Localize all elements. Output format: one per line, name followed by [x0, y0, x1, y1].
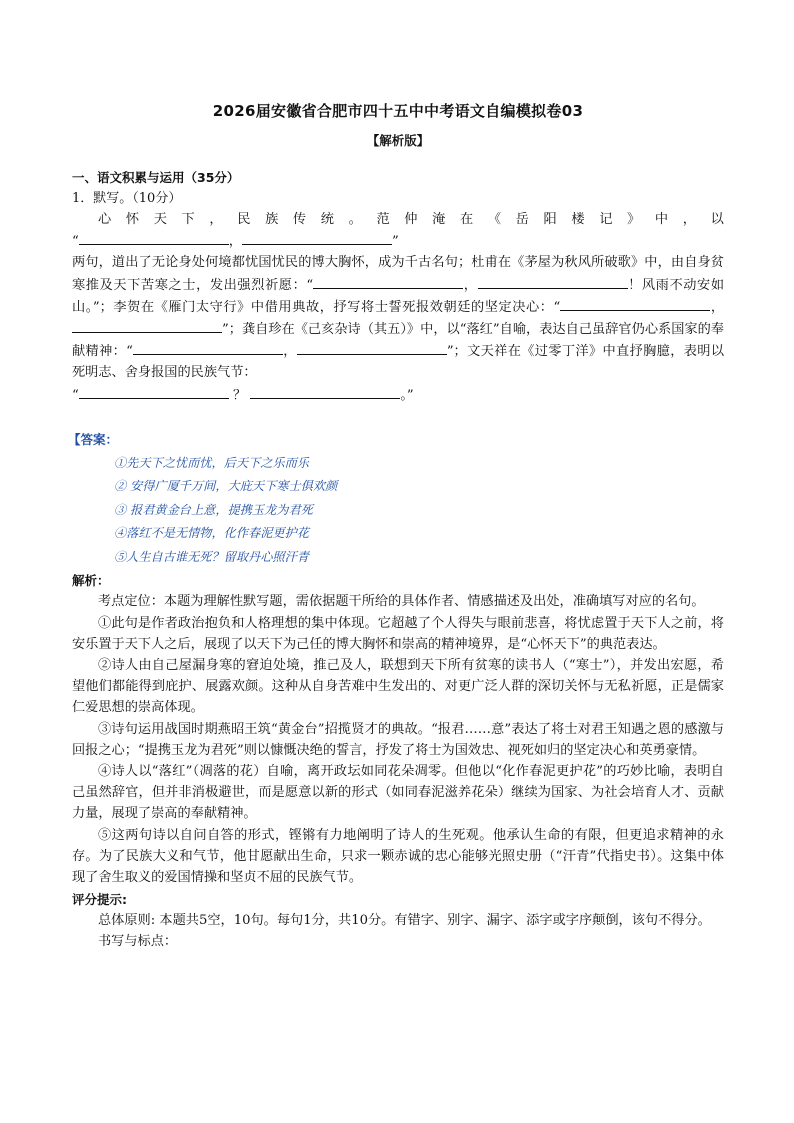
answer-blank[interactable]	[560, 296, 710, 311]
document-page	[68, 100, 725, 953]
question-first-line	[72, 209, 724, 230]
comma: ，	[228, 234, 242, 250]
question-first-line-char: 族	[265, 212, 279, 227]
answer-list	[72, 452, 724, 570]
answer-blank[interactable]	[250, 384, 400, 399]
analysis-paragraph: ③诗句运用战国时期燕昭王筑“黄金台”招揽贤才的典故。“报君……意”表达了将士对君王知遇之恩的感激与回报之心；“提携玉龙为君死”则以慷慨决绝的誓言，抒发了将士为国效忠、视死如归的坚定决心和英勇豪情。	[72, 721, 724, 758]
analysis-paragraph: ⑤这两句诗以自问自答的形式，铿锵有力地阐明了诗人的生死观。他承认生命的有限，但更追求精神的永存。为了民族大义和气节，他甘愿献出生命，只求一颗赤诚的忠心能够光照史册（“汗青”代指史书）。这集中体现了舍生取义的爱国情操和坚贞不屈的民族气节。	[72, 827, 724, 885]
question-line-2	[72, 230, 724, 252]
question-first-line-char: 。	[348, 212, 362, 227]
analysis-paragraph: ①此句是作者政治抱负和人格理想的集中体现。它超越了个人得失与眼前悲喜，将忧虑置于天下人之前，将安乐置于天下人之后，展现了以天下为己任的博大胸怀和崇高的精神境界，是“心怀天下”的典范表达。	[72, 615, 724, 652]
answer-item: ② 安得广厦千万间，大庇天下寒士俱欢颜	[114, 479, 338, 494]
question-first-line-char: 》	[627, 212, 641, 227]
question-text: 两句，道出了无论身处何境都忧国忧民的博大胸怀，成为千古名句；杜甫在《茅屋为秋风所破歌》中，由自身贫寒推及天下苦寒之士，发出强烈祈愿：“	[72, 255, 724, 293]
question-first-line-char: 《	[487, 212, 501, 227]
answer-item: ①先天下之忧而忧，后天下之乐而乐	[114, 455, 309, 470]
close-quote: ”	[391, 234, 399, 250]
question-first-line-char: ，	[682, 212, 696, 227]
question-first-line-char: 淹	[432, 212, 446, 227]
question-text: ！风雨不动安如山。”；李贺在《雁门太守行》中借用典故，抒写将士誓死报效朝廷的坚定决心：“	[72, 277, 725, 315]
answer-blank[interactable]	[242, 230, 392, 245]
scoring-hint-label: 评分提示:	[72, 892, 127, 908]
question-first-line-char: 天	[153, 212, 167, 227]
answer-blank[interactable]	[79, 384, 229, 399]
question-first-line-char: ，	[209, 212, 223, 227]
scoring-hint-paragraph: 书写与标点：	[98, 934, 178, 950]
question-title: 1．默写。（10分）	[72, 191, 182, 206]
question-mark: ？	[232, 387, 247, 403]
question-paragraph	[72, 252, 724, 383]
question-body	[72, 209, 724, 406]
document-title: 2026届安徽省合肥市四十五中中考语文自编模拟卷03	[212, 102, 584, 120]
comma: ，	[463, 277, 478, 293]
answer-item: ③ 报君黄金台上意，提携玉龙为君死	[114, 502, 313, 517]
question-first-line-char: 怀	[125, 212, 140, 227]
question-text: ”；龚自珍在《己亥杂诗（其五）》中，以“落红”自喻，表达自己虽辞官仍心系国家的奉献精神：“	[72, 322, 724, 360]
answer-label: 【答案：	[68, 431, 119, 447]
question-first-line-char: 在	[459, 212, 474, 227]
analysis-label: 解析：	[72, 573, 110, 589]
answer-blank[interactable]	[297, 340, 447, 355]
analysis-paragraph: 考点定位：本题为理解性默写题，需依据题干所给的具体作者、情感描述及出处，准确填写对应的名句。	[98, 594, 705, 610]
question-first-line-char: 楼	[571, 212, 585, 227]
question-first-line-char: 下	[181, 212, 195, 227]
question-first-line-char: 阳	[543, 212, 557, 227]
question-line-last	[72, 384, 724, 406]
question-first-line-char: 传	[292, 212, 307, 227]
analysis-paragraph: ②诗人由自己屋漏身寒的窘迫处境，推己及人，联想到天下所有贫寒的读书人（“寒士”），并发出宏愿，希望他们都能得到庇护、展露欢颜。这种从自身苦难中生发出的、对更广泛人群的深切关怀与无私祈愿，正是儒家仁爱思想的崇高体现。	[72, 657, 724, 716]
question-text: ”；文天祥在《过零丁洋》中直抒胸臆，表明以死明志、舍身报国的民族气节：	[72, 344, 725, 381]
question-first-line-char: 中	[654, 212, 669, 227]
question-first-line-char: 以	[710, 212, 724, 227]
question-first-line-char: 仲	[404, 212, 418, 227]
question-first-line-char: 民	[237, 212, 251, 227]
analysis-paragraph: ④诗人以“落红”（凋落的花）自喻，离开政坛如同花朵凋零。但他以“化作春泥更护花”的巧妙比喻，表明自己虽然辞官，但并非消极避世，而是愿意以新的形式（如同春泥滋养花朵）继续为国家、为社会培育人才、贡献力量，展现了崇高的奉献精神。	[72, 763, 724, 822]
question-first-line-char: 岳	[515, 212, 529, 227]
question-first-line-char: 记	[599, 212, 613, 227]
answer-blank[interactable]	[133, 340, 283, 355]
answer-blank[interactable]	[79, 230, 229, 245]
answer-item: ④落红不是无情物，化作春泥更护花	[114, 526, 309, 541]
end-mark: 。”	[400, 387, 414, 403]
scoring-hint-paragraph: 总体原则: 本题共5空，10句。每句1分，共10分。有错字、别字、漏字、添字或字序颠倒，该句不得分。	[98, 913, 711, 929]
comma: ，	[282, 344, 297, 360]
question-first-line-char: 统	[320, 212, 334, 227]
question-first-line-char: 范	[376, 212, 390, 227]
open-quote: “	[72, 387, 79, 403]
open-quote: “	[72, 234, 79, 250]
comma: ，	[710, 299, 725, 315]
answer-blank[interactable]	[313, 274, 463, 289]
answer-item: ⑤人生自古谁无死？留取丹心照汗青	[114, 549, 309, 564]
document-subtitle: 【解析版】	[366, 133, 430, 148]
answer-blank[interactable]	[478, 274, 628, 289]
answer-blank[interactable]	[72, 318, 222, 333]
question-first-line-char: 心	[98, 212, 112, 227]
section-heading: 一、语文积累与运用（35分）	[72, 170, 240, 185]
